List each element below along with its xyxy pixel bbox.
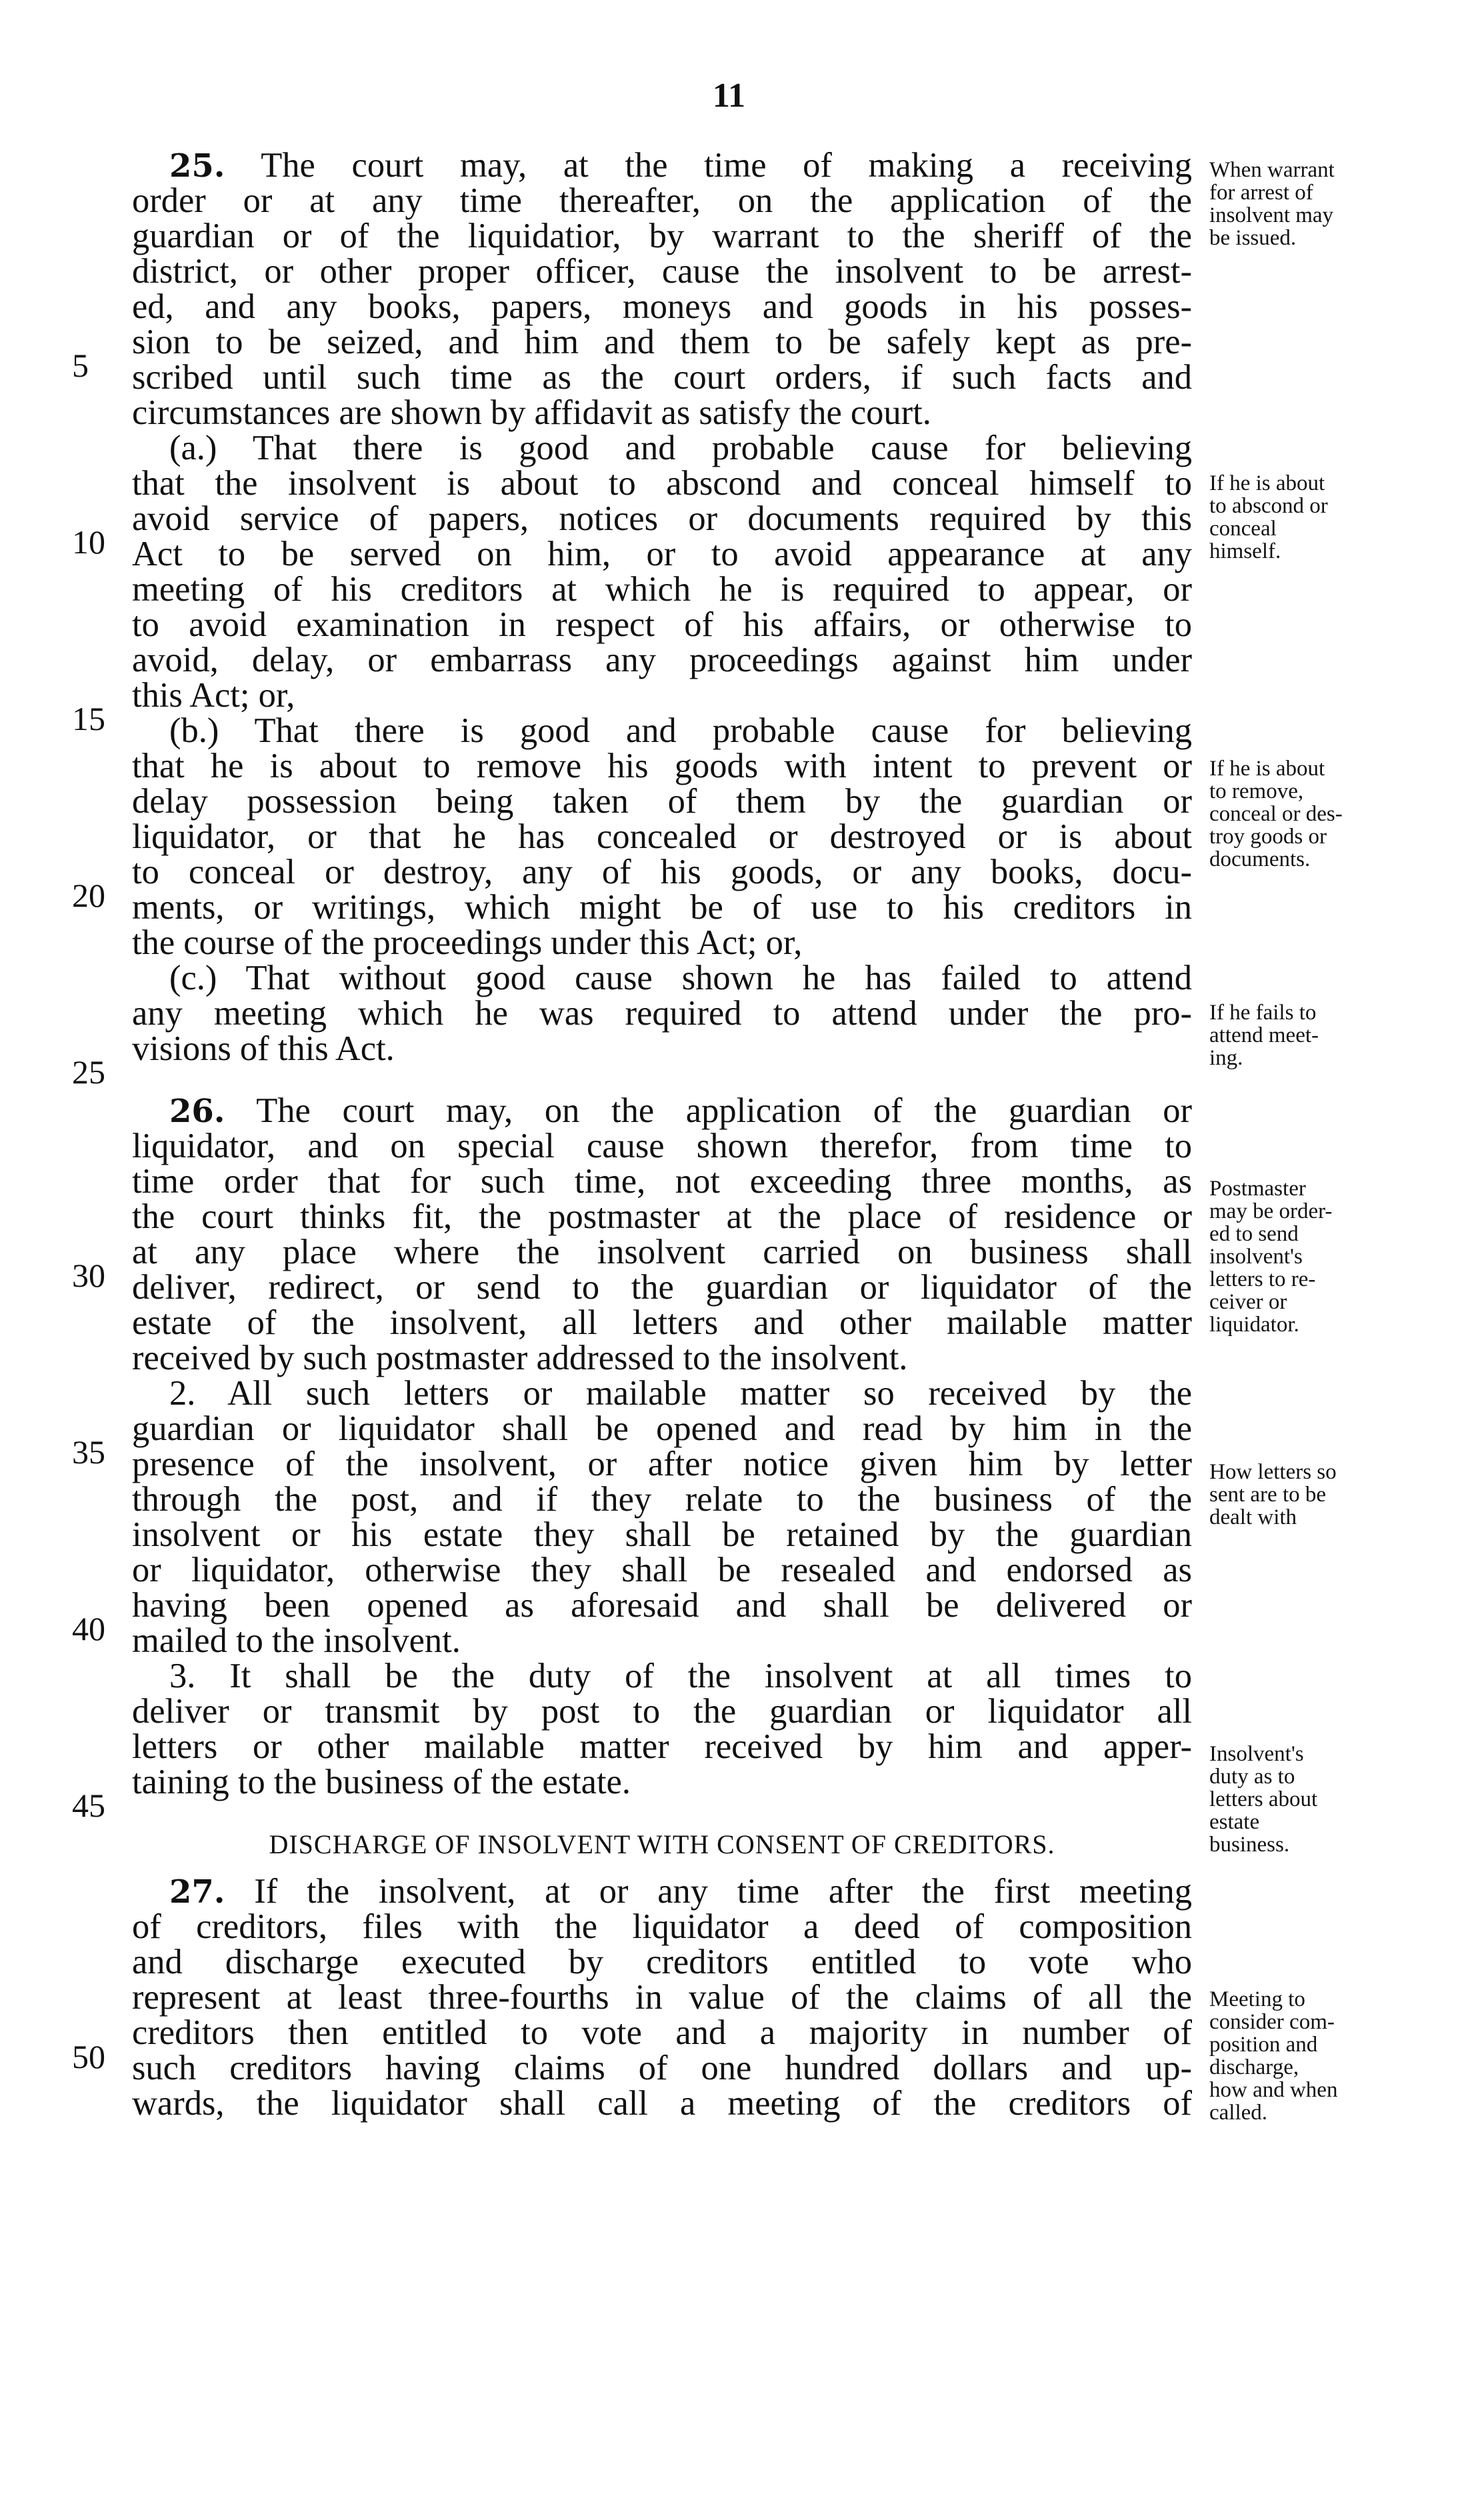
- text-line: and discharge executed by creditors entitled to vote who: [132, 1943, 1192, 1981]
- section-27: [132, 1874, 1192, 2121]
- text-line: the court thinks fit, the postmaster at the place of residence or: [132, 1197, 1192, 1236]
- text-line: to conceal or destroy, any of his goods, or any books, docu-: [132, 853, 1192, 891]
- line-number: 20: [72, 877, 105, 914]
- margin-note: Postmaster may be order- ed to send insolvent's letters to re- ceiver or liquidator.: [1209, 1177, 1333, 1337]
- text-line: district, or other proper officer, cause the insolvent to be arrest-: [132, 252, 1192, 291]
- text-line: guardian or of the liquidatior, by warrant to the sheriff of the: [132, 217, 1192, 255]
- line-number: 50: [72, 2038, 105, 2075]
- margin-note: When warrant for arrest of insolvent may be issued.: [1209, 158, 1335, 250]
- line-number: 35: [72, 1433, 105, 1471]
- section-heading: DISCHARGE OF INSOLVENT WITH CONSENT OF CREDITORS.: [269, 1829, 1055, 1859]
- text-line: order or at any time thereafter, on the application of the: [132, 181, 1192, 220]
- section-26: [132, 1093, 1192, 1800]
- text-line: time order that for such time, not exceeding three months, as: [132, 1162, 1192, 1201]
- text-line: scribed until such time as the court orders, if such facts and: [132, 358, 1192, 397]
- text-line: letters or other mailable matter received by him and apper-: [132, 1727, 1192, 1766]
- line-number: 45: [72, 1787, 105, 1824]
- text-line: liquidator, and on special cause shown therefor, from time to: [132, 1127, 1192, 1165]
- text-line: having been opened as aforesaid and shall be delivered or: [132, 1586, 1192, 1625]
- text-line: deliver, redirect, or send to the guardian or liquidator of the: [132, 1268, 1192, 1307]
- text-line: ed, and any books, papers, moneys and goods in his posses-: [132, 287, 1192, 326]
- text-line: Act to be served on him, or to avoid appearance at any: [132, 535, 1192, 573]
- text-line: (c.) That without good cause shown he has failed to attend: [169, 959, 1192, 997]
- text-line: liquidator, or that he has concealed or destroyed or is about: [132, 817, 1192, 856]
- text-line: 25. The court may, at the time of making a receiving: [169, 146, 1192, 185]
- text-line: sion to be seized, and him and them to be safely kept as pre-: [132, 323, 1192, 361]
- text-line: to avoid examination in respect of his affairs, or otherwise to: [132, 605, 1192, 644]
- text-line: avoid service of papers, notices or documents required by this: [132, 499, 1192, 538]
- text-line: visions of this Act.: [132, 1029, 395, 1068]
- main-text-column: [132, 148, 1192, 2121]
- text-line: 3. It shall be the duty of the insolvent at all times to: [169, 1657, 1192, 1695]
- text-line: through the post, and if they relate to the business of the: [132, 1480, 1192, 1519]
- section-number: 27.: [169, 1873, 225, 1911]
- text-line: guardian or liquidator shall be opened and read by him in the: [132, 1409, 1192, 1448]
- line-number: 5: [72, 347, 89, 384]
- margin-note: Meeting to consider com- position and discharge, how and when called.: [1209, 1987, 1338, 2125]
- line-number: 30: [72, 1257, 105, 1294]
- margin-note: Insolvent's duty as to letters about estate business.: [1209, 1742, 1318, 1857]
- text-line: 27. If the insolvent, at or any time after the first meeting: [169, 1872, 1192, 1911]
- margin-note: If he is about to remove, conceal or des- troy goods or documents.: [1209, 757, 1343, 871]
- text-line: ments, or writings, which might be of use to his creditors in: [132, 888, 1192, 927]
- text-line: avoid, delay, or embarrass any proceedings against him under: [132, 641, 1192, 679]
- text-line: at any place where the insolvent carried on business shall: [132, 1233, 1192, 1271]
- text-line: (a.) That there is good and probable cause for believing: [169, 429, 1192, 467]
- page-number: 11: [712, 77, 746, 115]
- text-line: mailed to the insolvent.: [132, 1621, 461, 1660]
- text-line: 2. All such letters or mailable matter so received by the: [169, 1374, 1192, 1413]
- line-number: 10: [72, 523, 105, 561]
- line-number: 15: [72, 700, 105, 737]
- text-line: any meeting which he was required to attend under the pro-: [132, 994, 1192, 1033]
- margin-note: If he is about to abscond or conceal himself.: [1209, 471, 1328, 563]
- margin-note: How letters so sent are to be dealt with: [1209, 1460, 1337, 1529]
- text-line: insolvent or his estate they shall be retained by the guardian: [132, 1515, 1192, 1554]
- section-number: 26.: [169, 1093, 225, 1130]
- text-line: that he is about to remove his goods with intent to prevent or: [132, 747, 1192, 785]
- text-line: received by such postmaster addressed to the insolvent.: [132, 1339, 908, 1377]
- text-line: wards, the liquidator shall call a meeting of the creditors of: [132, 2084, 1192, 2123]
- text-line: estate of the insolvent, all letters and other mailable matter: [132, 1303, 1192, 1342]
- section-number: 25.: [169, 147, 225, 185]
- text-line: 26. The court may, on the application of the guardian or: [169, 1091, 1192, 1130]
- text-line: presence of the insolvent, or after notice given him by letter: [132, 1445, 1192, 1483]
- margin-note: If he fails to attend meet- ing.: [1209, 1001, 1319, 1070]
- text-line: taining to the business of the estate.: [132, 1763, 631, 1801]
- text-line: or liquidator, otherwise they shall be resealed and endorsed as: [132, 1551, 1192, 1589]
- text-line: creditors then entitled to vote and a majority in number of: [132, 2013, 1192, 2052]
- text-line: delay possession being taken of them by the guardian or: [132, 782, 1192, 821]
- section-25: [132, 148, 1192, 1067]
- text-line: represent at least three-fourths in value of the claims of all the: [132, 1978, 1192, 2017]
- line-number: 40: [72, 1610, 105, 1647]
- text-line: circumstances are shown by affidavit as satisfy the court.: [132, 393, 931, 432]
- text-line: meeting of his creditors at which he is required to appear, or: [132, 570, 1192, 609]
- text-line: of creditors, files with the liquidator a deed of composition: [132, 1907, 1192, 1946]
- text-line: that the insolvent is about to abscond and conceal himself to: [132, 464, 1192, 503]
- text-line: the course of the proceedings under this Act; or,: [132, 923, 803, 962]
- text-line: deliver or transmit by post to the guardian or liquidator all: [132, 1692, 1192, 1731]
- text-line: such creditors having claims of one hundred dollars and up-: [132, 2049, 1192, 2087]
- text-line: this Act; or,: [132, 676, 295, 715]
- line-number: 25: [72, 1053, 105, 1091]
- text-line: (b.) That there is good and probable cause for believing: [169, 711, 1192, 750]
